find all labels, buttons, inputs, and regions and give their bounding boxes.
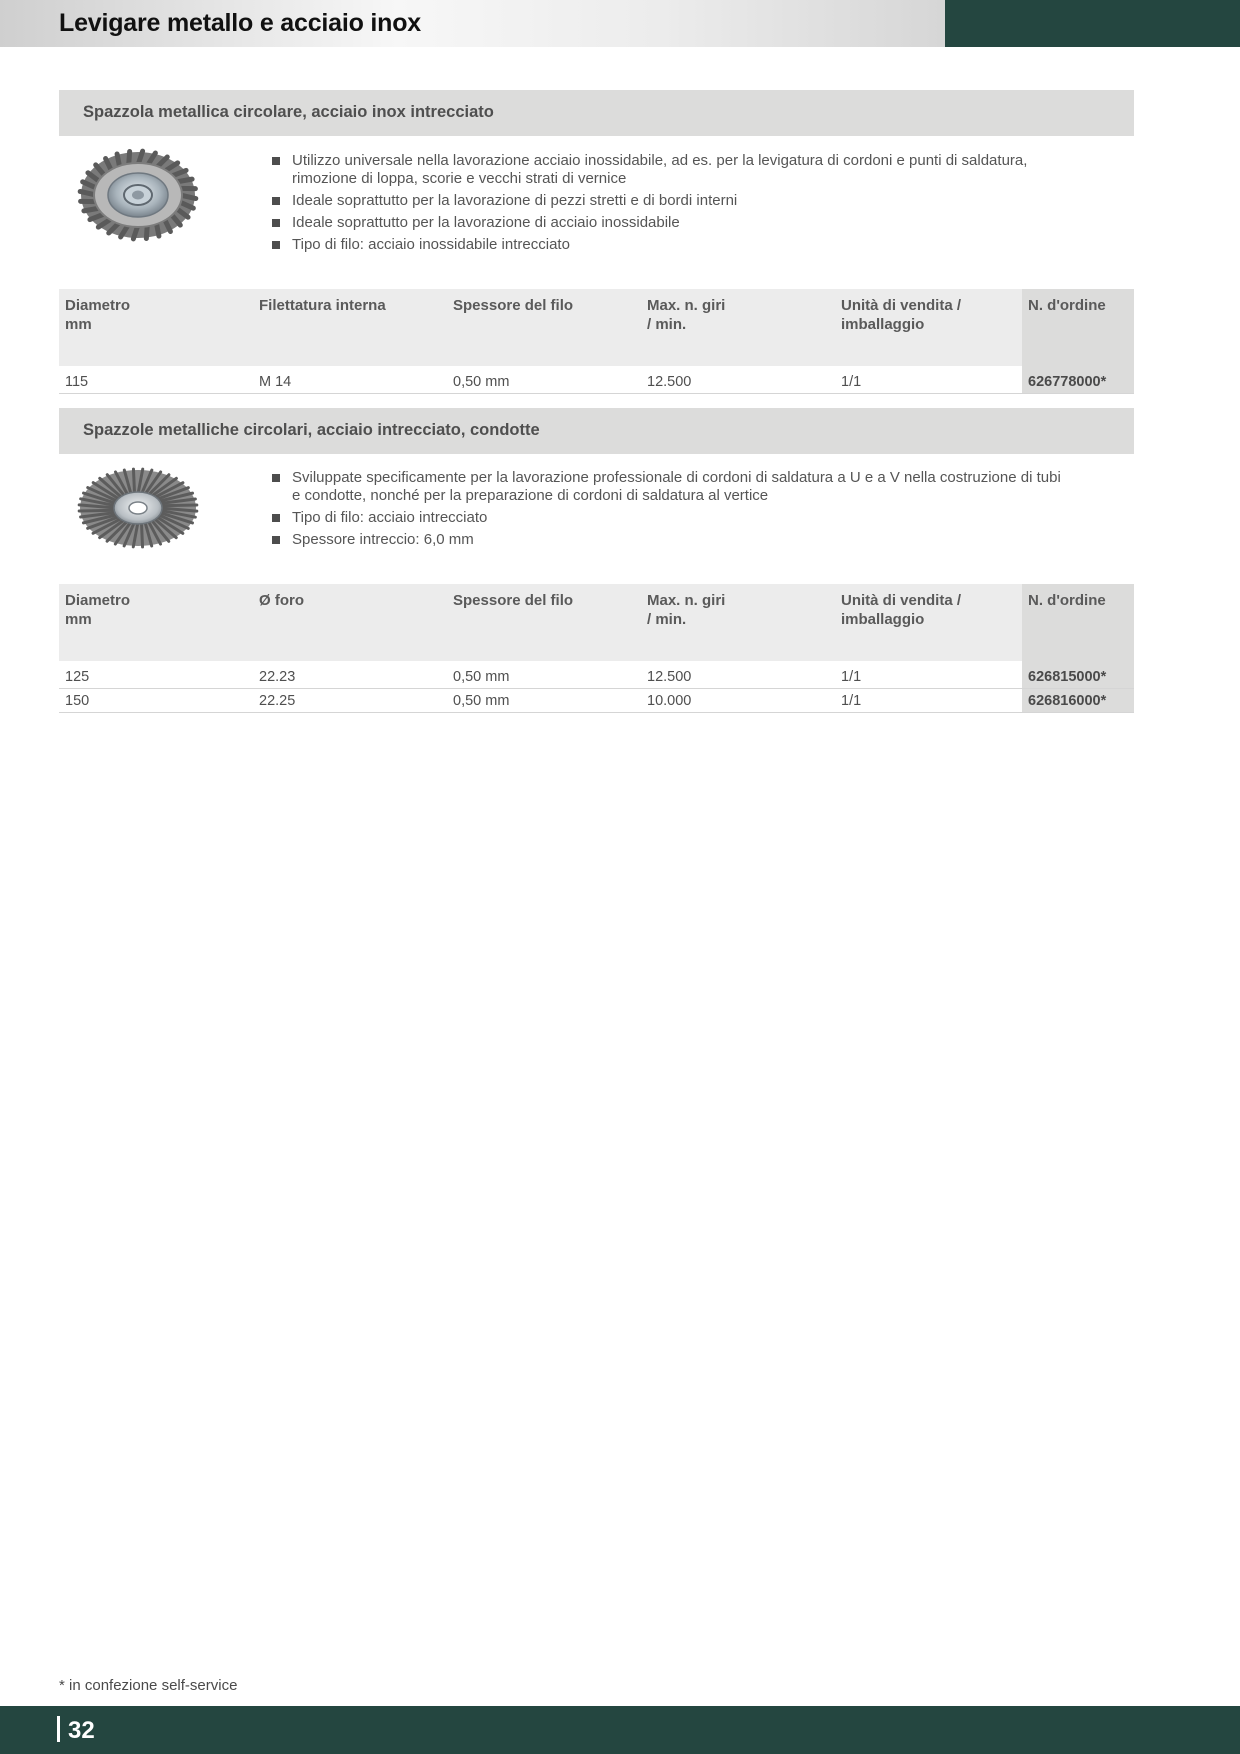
page-title: Levigare metallo e acciaio inox	[59, 9, 422, 37]
section-header-1	[59, 90, 1134, 136]
section-header-2	[59, 408, 1134, 454]
wire-tuft	[133, 469, 134, 494]
cell-wire-thickness: 0,50 mm	[447, 661, 641, 689]
col-header: Unità di vendita / imballaggio	[835, 289, 1022, 366]
feature-item: Ideale soprattutto per la lavorazione di pezzi stretti e di bordi interni	[272, 192, 1072, 210]
footer-bar	[0, 1706, 1240, 1754]
bullet-square-icon	[272, 514, 280, 522]
col-header-order: N. d'ordine	[1022, 289, 1134, 366]
feature-item: Spessore intreccio: 6,0 mm	[272, 531, 1072, 549]
col-header-order: N. d'ordine	[1022, 584, 1134, 661]
col-header: Diametro mm	[59, 584, 253, 661]
spec-table-2	[59, 584, 1134, 713]
wire-tuft	[141, 522, 142, 547]
table-row	[59, 689, 1134, 713]
spec-table-1	[59, 289, 1134, 394]
cell-order-number: 626778000*	[1022, 366, 1134, 394]
col-header: Max. n. giri / min.	[641, 584, 835, 661]
feature-item: Sviluppate specificamente per la lavorazione professionale di cordoni di saldatura a U e a V nella costruzione di tubi e condotte, nonché per la preparazione di cordoni di saldatura al vertice	[272, 469, 1072, 505]
bullet-square-icon	[272, 474, 280, 482]
cell-wire-thickness: 0,50 mm	[447, 366, 641, 394]
feature-list-2	[272, 469, 1072, 553]
bullet-square-icon	[272, 219, 280, 227]
cell-max-rpm: 10.000	[641, 689, 835, 713]
bullet-square-icon	[272, 157, 280, 165]
cell-order-number: 626816000*	[1022, 689, 1134, 713]
bullet-square-icon	[272, 536, 280, 544]
wire-brush-image	[75, 145, 201, 245]
cell-bore: 22.25	[253, 689, 447, 713]
bullet-square-icon	[272, 241, 280, 249]
col-header: Ø foro	[253, 584, 447, 661]
table-row	[59, 366, 1134, 394]
cell-diameter: 115	[59, 366, 253, 394]
feature-item: Utilizzo universale nella lavorazione acciaio inossidabile, ad es. per la levigatura di cordoni e punti di saldatura, rimozione di loppa, scorie e vecchi strati di vernice	[272, 152, 1072, 188]
cell-wire-thickness: 0,50 mm	[447, 689, 641, 713]
header-accent	[945, 0, 1240, 47]
col-header: Max. n. giri / min.	[641, 289, 835, 366]
feature-item: Ideale soprattutto per la lavorazione di acciaio inossidabile	[272, 214, 1072, 232]
divider	[57, 1716, 60, 1742]
col-header: Diametro mm	[59, 289, 253, 366]
cell-pack-unit: 1/1	[835, 366, 1022, 394]
cell-pack-unit: 1/1	[835, 661, 1022, 689]
col-header: Unità di vendita / imballaggio	[835, 584, 1022, 661]
feature-list-1	[272, 152, 1072, 258]
col-header: Filettatura interna	[253, 289, 447, 366]
footnote: * in confezione self-service	[59, 1677, 238, 1694]
table-header-row	[59, 584, 1134, 661]
col-header: Spessore del filo	[447, 584, 641, 661]
bullet-square-icon	[272, 197, 280, 205]
cell-diameter: 125	[59, 661, 253, 689]
feature-item: Tipo di filo: acciaio intrecciato	[272, 509, 1072, 527]
cell-max-rpm: 12.500	[641, 661, 835, 689]
cell-order-number: 626815000*	[1022, 661, 1134, 689]
section-title: Spazzole metalliche circolari, acciaio intrecciato, condotte	[83, 421, 540, 439]
cell-max-rpm: 12.500	[641, 366, 835, 394]
wire-brush-image	[75, 460, 201, 560]
wire-tuft	[160, 505, 197, 506]
table-row	[59, 661, 1134, 689]
col-header: Spessore del filo	[447, 289, 641, 366]
cell-thread: M 14	[253, 366, 447, 394]
feature-item: Tipo di filo: acciaio inossidabile intrecciato	[272, 236, 1072, 254]
table-header-row	[59, 289, 1134, 366]
section-title: Spazzola metallica circolare, acciaio inox intrecciato	[83, 103, 494, 121]
cell-pack-unit: 1/1	[835, 689, 1022, 713]
cell-diameter: 150	[59, 689, 253, 713]
wire-tuft	[79, 510, 116, 511]
cell-bore: 22.23	[253, 661, 447, 689]
page-number: 32	[57, 1716, 95, 1745]
